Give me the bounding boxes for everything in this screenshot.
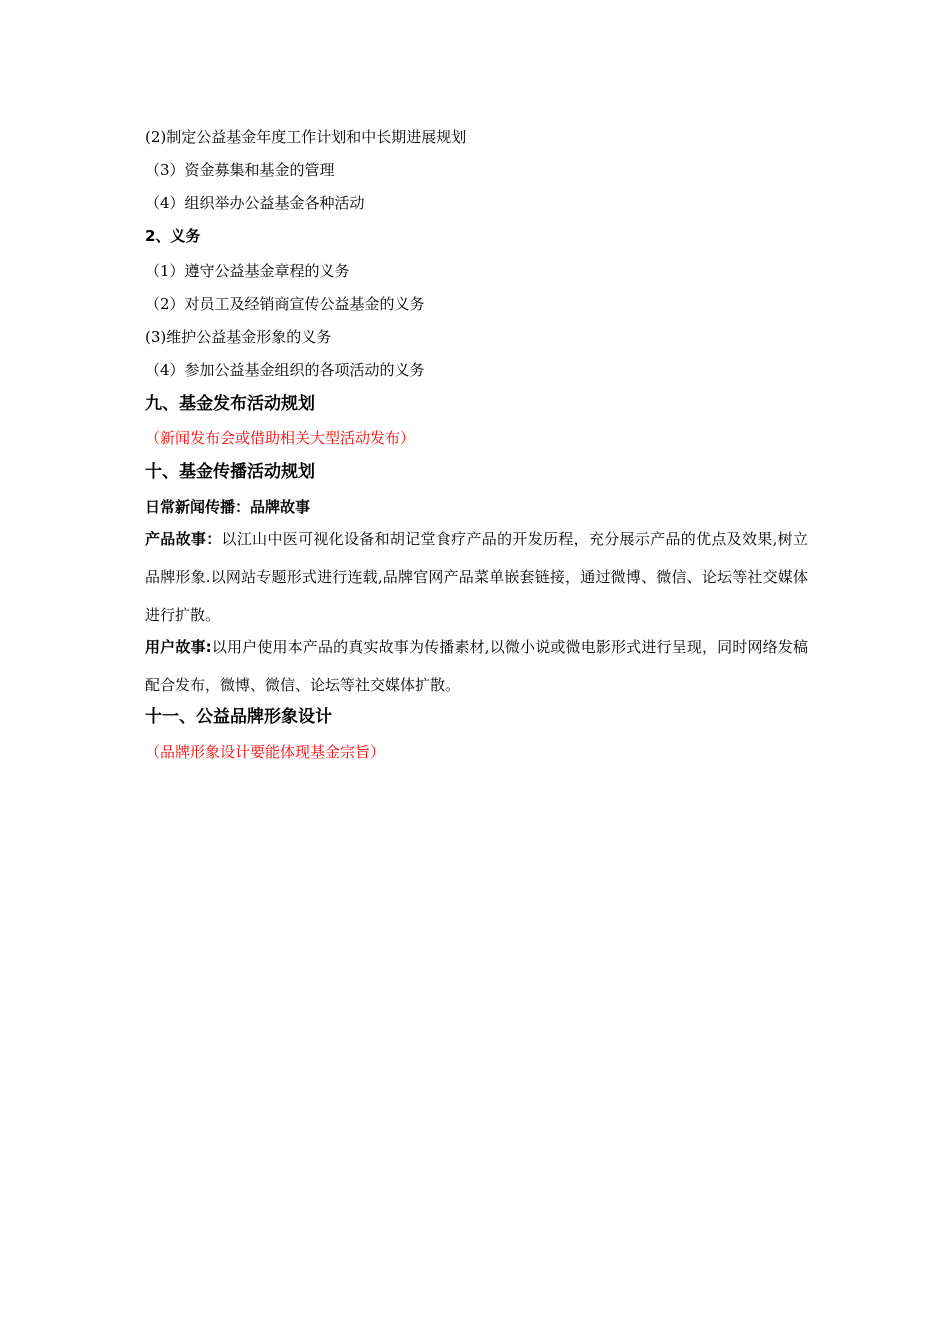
rights-item-3: （3）资金募集和基金的管理 [145, 161, 335, 179]
product-story-text: 以江山中医可视化设备和胡记堂食疗产品的开发历程，充分展示产品的优点及效果,树立品牌形象.以网站专题形式进行连载,品牌官网产品菜单嵌套链接，通过微博、微信、论坛等社交媒体进行扩散。 [145, 530, 808, 624]
daily-news-label: 日常新闻传播：品牌故事 [145, 498, 311, 516]
product-story-paragraph [145, 520, 808, 634]
section10-title: 十、基金传播活动规划 [145, 462, 315, 482]
obligations-title: 2、义务 [145, 227, 201, 245]
user-story-text: 以用户使用本产品的真实故事为传播素材,以微小说或微电影形式进行呈现，同时网络发稿配合发布，微博、微信、论坛等社交媒体扩散。 [145, 638, 808, 694]
user-story-label: 用户故事: [145, 638, 212, 656]
section9-title: 九、基金发布活动规划 [145, 394, 315, 414]
rights-item-2: (2)制定公益基金年度工作计划和中长期进展规划 [145, 128, 467, 146]
obligation-item-3: (3)维护公益基金形象的义务 [145, 328, 332, 346]
user-story-paragraph [145, 628, 808, 704]
obligation-item-1: （1）遵守公益基金章程的义务 [145, 262, 350, 280]
rights-item-4: （4）组织举办公益基金各种活动 [145, 194, 365, 212]
obligation-item-4: （4）参加公益基金组织的各项活动的义务 [145, 361, 425, 379]
section11-title: 十一、公益品牌形象设计 [145, 707, 332, 727]
obligation-item-2: （2）对员工及经销商宣传公益基金的义务 [145, 295, 425, 313]
section11-note: （品牌形象设计要能体现基金宗旨） [145, 743, 386, 761]
section9-note: （新闻发布会或借助相关大型活动发布） [145, 429, 416, 447]
product-story-label: 产品故事： [145, 530, 222, 548]
